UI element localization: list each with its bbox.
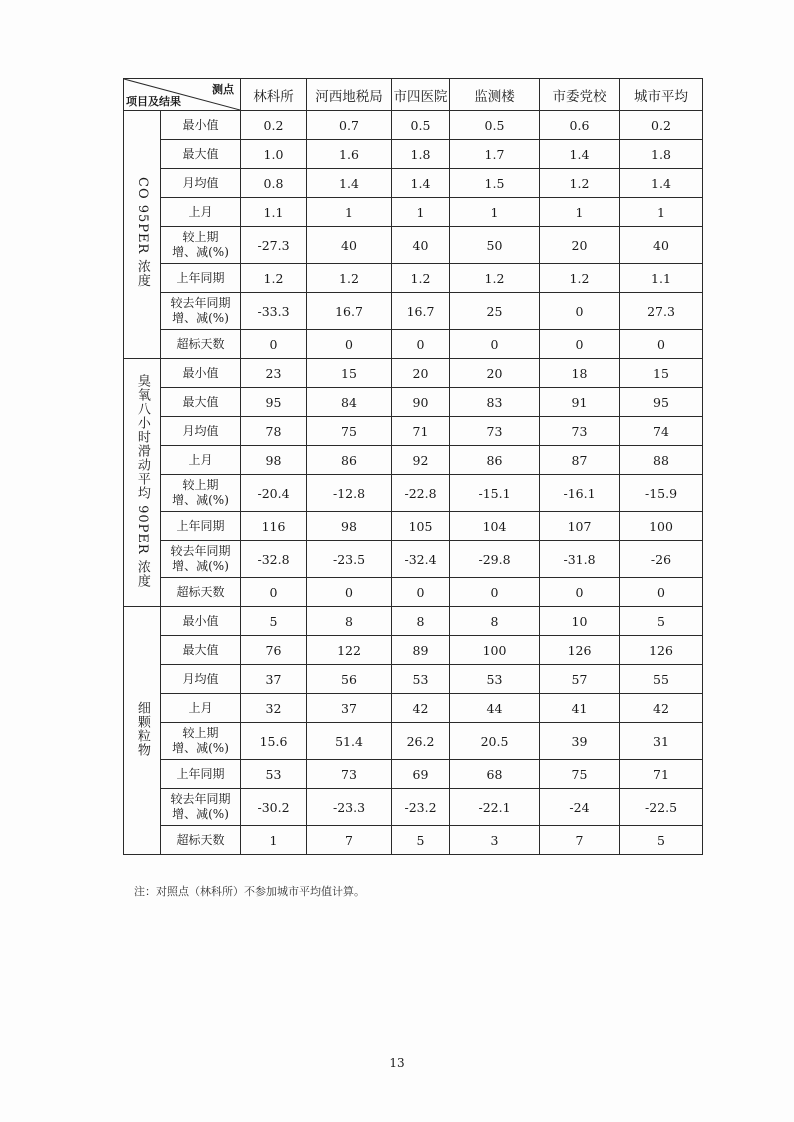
value-cell: 31 xyxy=(620,723,703,760)
value-cell: 75 xyxy=(307,417,392,446)
value-cell: -32.8 xyxy=(241,541,307,578)
value-cell: 20 xyxy=(450,359,540,388)
value-cell: 40 xyxy=(392,227,450,264)
row-item-label: 最大值 xyxy=(161,388,241,417)
value-cell: 5 xyxy=(620,826,703,855)
value-cell: 23 xyxy=(241,359,307,388)
value-cell: 15 xyxy=(307,359,392,388)
table-row xyxy=(124,417,703,446)
value-cell: -22.5 xyxy=(620,789,703,826)
value-cell: -20.4 xyxy=(241,475,307,512)
value-cell: 1 xyxy=(241,826,307,855)
value-cell: 41 xyxy=(540,694,620,723)
value-cell: 68 xyxy=(450,760,540,789)
value-cell: 53 xyxy=(450,665,540,694)
air-quality-table xyxy=(123,78,703,855)
value-cell: 90 xyxy=(392,388,450,417)
value-cell: 0.6 xyxy=(540,111,620,140)
value-cell: 0 xyxy=(392,578,450,607)
value-cell: 26.2 xyxy=(392,723,450,760)
corner-bottom-label: 项目及结果 xyxy=(126,95,181,108)
site-header: 河西地税局 xyxy=(307,79,392,111)
value-cell: -29.8 xyxy=(450,541,540,578)
value-cell: 1.2 xyxy=(540,264,620,293)
value-cell: 1.4 xyxy=(620,169,703,198)
site-header: 林科所 xyxy=(241,79,307,111)
value-cell: 86 xyxy=(307,446,392,475)
value-cell: 44 xyxy=(450,694,540,723)
value-cell: 1 xyxy=(392,198,450,227)
value-cell: 0 xyxy=(307,578,392,607)
value-cell: -33.3 xyxy=(241,293,307,330)
row-item-label: 月均值 xyxy=(161,417,241,446)
pollutant-group-label xyxy=(124,359,161,607)
value-cell: 0 xyxy=(241,330,307,359)
value-cell: 16.7 xyxy=(307,293,392,330)
value-cell: 1.1 xyxy=(241,198,307,227)
value-cell: 1 xyxy=(620,198,703,227)
value-cell: 42 xyxy=(620,694,703,723)
row-item-label: 上月 xyxy=(161,446,241,475)
value-cell: 15.6 xyxy=(241,723,307,760)
value-cell: 39 xyxy=(540,723,620,760)
row-item-label: 较去年同期 增、减(%) xyxy=(161,293,241,330)
value-cell: 1.2 xyxy=(450,264,540,293)
value-cell: 57 xyxy=(540,665,620,694)
row-item-label: 最大值 xyxy=(161,140,241,169)
value-cell: 55 xyxy=(620,665,703,694)
value-cell: 98 xyxy=(241,446,307,475)
value-cell: 126 xyxy=(540,636,620,665)
value-cell: 0 xyxy=(620,330,703,359)
table-body xyxy=(124,111,703,855)
value-cell: 32 xyxy=(241,694,307,723)
value-cell: 1.4 xyxy=(540,140,620,169)
table-row xyxy=(124,111,703,140)
value-cell: 0 xyxy=(392,330,450,359)
value-cell: 95 xyxy=(620,388,703,417)
row-item-label: 月均值 xyxy=(161,169,241,198)
value-cell: 84 xyxy=(307,388,392,417)
row-item-label: 最小值 xyxy=(161,111,241,140)
value-cell: 1.2 xyxy=(241,264,307,293)
value-cell: 20 xyxy=(540,227,620,264)
value-cell: 78 xyxy=(241,417,307,446)
table-row xyxy=(124,293,703,330)
value-cell: 71 xyxy=(392,417,450,446)
table-row xyxy=(124,789,703,826)
row-item-label: 上年同期 xyxy=(161,760,241,789)
row-item-label: 超标天数 xyxy=(161,826,241,855)
table-row xyxy=(124,330,703,359)
value-cell: 0.5 xyxy=(392,111,450,140)
value-cell: 53 xyxy=(392,665,450,694)
value-cell: 1.2 xyxy=(392,264,450,293)
value-cell: 40 xyxy=(620,227,703,264)
value-cell: 1.7 xyxy=(450,140,540,169)
value-cell: 18 xyxy=(540,359,620,388)
table-row xyxy=(124,541,703,578)
value-cell: -32.4 xyxy=(392,541,450,578)
value-cell: 98 xyxy=(307,512,392,541)
row-item-label: 超标天数 xyxy=(161,330,241,359)
value-cell: -15.1 xyxy=(450,475,540,512)
header-row xyxy=(124,79,703,111)
table-row xyxy=(124,665,703,694)
value-cell: -26 xyxy=(620,541,703,578)
value-cell: 116 xyxy=(241,512,307,541)
value-cell: -15.9 xyxy=(620,475,703,512)
value-cell: 100 xyxy=(450,636,540,665)
value-cell: -31.8 xyxy=(540,541,620,578)
value-cell: 73 xyxy=(540,417,620,446)
value-cell: 95 xyxy=(241,388,307,417)
row-item-label: 较上期 增、减(%) xyxy=(161,723,241,760)
value-cell: 5 xyxy=(392,826,450,855)
value-cell: 7 xyxy=(307,826,392,855)
site-header: 市四医院 xyxy=(392,79,450,111)
value-cell: 87 xyxy=(540,446,620,475)
row-item-label: 月均值 xyxy=(161,665,241,694)
value-cell: 0 xyxy=(540,578,620,607)
row-item-label: 较上期 增、减(%) xyxy=(161,475,241,512)
value-cell: 100 xyxy=(620,512,703,541)
pollutant-group-text: CO 95PER 浓度 xyxy=(134,177,150,288)
value-cell: 0.7 xyxy=(307,111,392,140)
row-item-label: 较去年同期 增、减(%) xyxy=(161,541,241,578)
value-cell: 89 xyxy=(392,636,450,665)
value-cell: 1.8 xyxy=(392,140,450,169)
value-cell: 42 xyxy=(392,694,450,723)
value-cell: 0.2 xyxy=(241,111,307,140)
row-item-label: 上年同期 xyxy=(161,264,241,293)
value-cell: 1.6 xyxy=(307,140,392,169)
value-cell: 88 xyxy=(620,446,703,475)
table-row xyxy=(124,512,703,541)
value-cell: 1 xyxy=(307,198,392,227)
value-cell: 73 xyxy=(307,760,392,789)
value-cell: 8 xyxy=(307,607,392,636)
value-cell: 107 xyxy=(540,512,620,541)
value-cell: 8 xyxy=(450,607,540,636)
value-cell: 91 xyxy=(540,388,620,417)
value-cell: 1 xyxy=(450,198,540,227)
value-cell: 8 xyxy=(392,607,450,636)
table-row xyxy=(124,359,703,388)
value-cell: 20 xyxy=(392,359,450,388)
value-cell: 74 xyxy=(620,417,703,446)
row-item-label: 上月 xyxy=(161,198,241,227)
table-row xyxy=(124,636,703,665)
value-cell: 75 xyxy=(540,760,620,789)
value-cell: -12.8 xyxy=(307,475,392,512)
row-item-label: 最大值 xyxy=(161,636,241,665)
site-header: 市委党校 xyxy=(540,79,620,111)
value-cell: 7 xyxy=(540,826,620,855)
value-cell: 25 xyxy=(450,293,540,330)
value-cell: 27.3 xyxy=(620,293,703,330)
site-header: 城市平均 xyxy=(620,79,703,111)
value-cell: 16.7 xyxy=(392,293,450,330)
value-cell: 3 xyxy=(450,826,540,855)
value-cell: 20.5 xyxy=(450,723,540,760)
value-cell: -23.2 xyxy=(392,789,450,826)
value-cell: 104 xyxy=(450,512,540,541)
value-cell: 0 xyxy=(540,330,620,359)
value-cell: -22.8 xyxy=(392,475,450,512)
value-cell: 5 xyxy=(241,607,307,636)
pollutant-group-text: 细颗粒物 xyxy=(134,700,150,757)
value-cell: 0 xyxy=(307,330,392,359)
table-row xyxy=(124,475,703,512)
table-row xyxy=(124,446,703,475)
value-cell: 0 xyxy=(241,578,307,607)
table-footnote: 注：对照点（林科所）不参加城市平均值计算。 xyxy=(134,885,365,898)
value-cell: 1.0 xyxy=(241,140,307,169)
table-row xyxy=(124,578,703,607)
row-item-label: 较去年同期 增、减(%) xyxy=(161,789,241,826)
value-cell: -23.5 xyxy=(307,541,392,578)
value-cell: 56 xyxy=(307,665,392,694)
pollutant-group-text: 臭氧八小时滑动平均 90PER 浓度 xyxy=(134,373,150,588)
pollutant-group-label xyxy=(124,607,161,855)
value-cell: -24 xyxy=(540,789,620,826)
table-row xyxy=(124,198,703,227)
value-cell: 37 xyxy=(241,665,307,694)
value-cell: 5 xyxy=(620,607,703,636)
value-cell: 15 xyxy=(620,359,703,388)
value-cell: 73 xyxy=(450,417,540,446)
row-item-label: 较上期 增、减(%) xyxy=(161,227,241,264)
table-row xyxy=(124,227,703,264)
value-cell: 0 xyxy=(620,578,703,607)
table-row xyxy=(124,264,703,293)
table-row xyxy=(124,169,703,198)
value-cell: 71 xyxy=(620,760,703,789)
row-item-label: 超标天数 xyxy=(161,578,241,607)
corner-header-cell xyxy=(124,79,241,111)
table-row xyxy=(124,140,703,169)
value-cell: 0.8 xyxy=(241,169,307,198)
table-row xyxy=(124,388,703,417)
row-item-label: 最小值 xyxy=(161,607,241,636)
value-cell: 1.2 xyxy=(540,169,620,198)
value-cell: 126 xyxy=(620,636,703,665)
value-cell: 1.4 xyxy=(307,169,392,198)
value-cell: 83 xyxy=(450,388,540,417)
value-cell: 105 xyxy=(392,512,450,541)
value-cell: -30.2 xyxy=(241,789,307,826)
pollutant-group-label xyxy=(124,111,161,359)
page-number: 13 xyxy=(389,1056,405,1070)
value-cell: 0 xyxy=(540,293,620,330)
corner-top-label: 测点 xyxy=(212,83,234,96)
row-item-label: 最小值 xyxy=(161,359,241,388)
site-header: 监测楼 xyxy=(450,79,540,111)
row-item-label: 上年同期 xyxy=(161,512,241,541)
value-cell: 1.2 xyxy=(307,264,392,293)
value-cell: 40 xyxy=(307,227,392,264)
value-cell: 86 xyxy=(450,446,540,475)
value-cell: 122 xyxy=(307,636,392,665)
table-row xyxy=(124,723,703,760)
value-cell: 69 xyxy=(392,760,450,789)
value-cell: 0 xyxy=(450,578,540,607)
value-cell: 76 xyxy=(241,636,307,665)
value-cell: 1 xyxy=(540,198,620,227)
value-cell: 0 xyxy=(450,330,540,359)
value-cell: -23.3 xyxy=(307,789,392,826)
value-cell: 53 xyxy=(241,760,307,789)
table-row xyxy=(124,694,703,723)
value-cell: -22.1 xyxy=(450,789,540,826)
table-row xyxy=(124,760,703,789)
value-cell: -27.3 xyxy=(241,227,307,264)
value-cell: 1.5 xyxy=(450,169,540,198)
value-cell: 1.4 xyxy=(392,169,450,198)
value-cell: -16.1 xyxy=(540,475,620,512)
value-cell: 50 xyxy=(450,227,540,264)
value-cell: 10 xyxy=(540,607,620,636)
value-cell: 37 xyxy=(307,694,392,723)
row-item-label: 上月 xyxy=(161,694,241,723)
value-cell: 92 xyxy=(392,446,450,475)
value-cell: 1.1 xyxy=(620,264,703,293)
value-cell: 0.2 xyxy=(620,111,703,140)
value-cell: 0.5 xyxy=(450,111,540,140)
table-row xyxy=(124,607,703,636)
value-cell: 1.8 xyxy=(620,140,703,169)
value-cell: 51.4 xyxy=(307,723,392,760)
table-row xyxy=(124,826,703,855)
